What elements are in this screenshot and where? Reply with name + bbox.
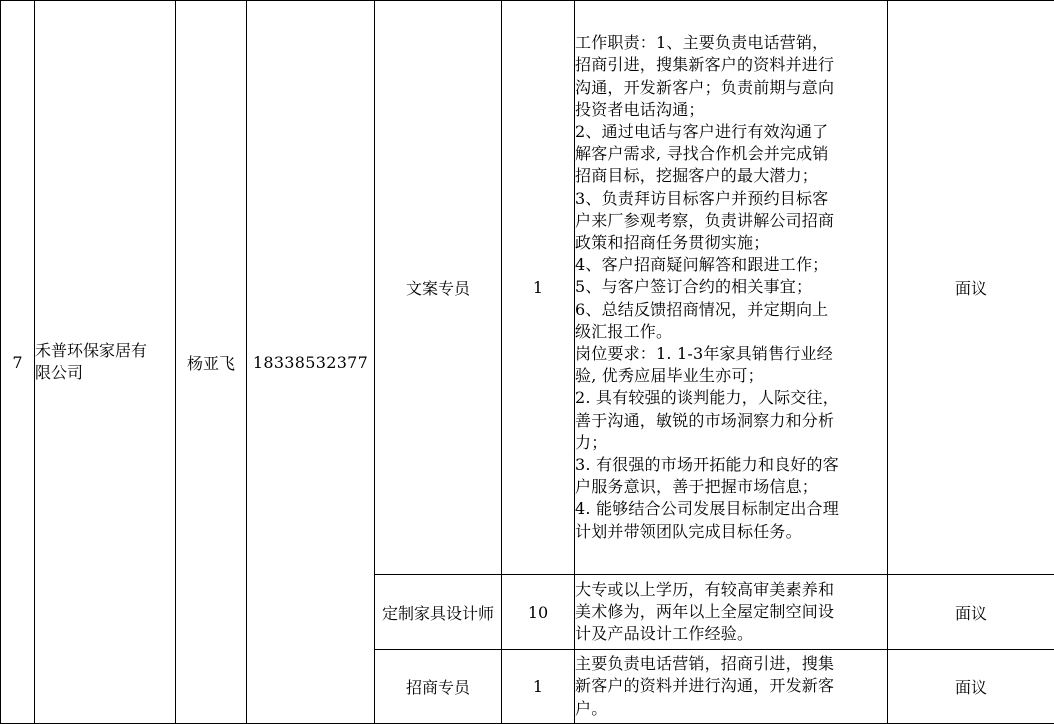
description-line: 新客户的资料并进行沟通，开发新客 [575,676,835,696]
headcount: 1 [532,278,544,297]
description-line: 投资者电话沟通； [575,99,705,119]
position-title: 定制家具设计师 [381,603,494,623]
salary: 面议 [954,279,987,298]
description-line: 招商目标，挖掘客户的最大潜力； [575,166,819,186]
job-description-cell [575,575,888,650]
position-title-cell [375,650,502,724]
company-name-line: 禾普环保家居有 [35,341,148,360]
description-line: 计划并带领团队完成目标任务。 [575,521,802,541]
description-line: 3、负责拜访目标客户并预约目标客 [575,188,829,208]
description-line: 美术修为，两年以上全屋定制空间设 [575,601,835,621]
salary-cell [888,650,1054,724]
description-line: 4、客户招商疑问解答和跟进工作； [575,255,829,275]
company-name-cell [35,1,176,724]
description-line: 沟通，开发新客户；负责前期与意向 [575,77,835,97]
description-line: 解客户需求, 寻找合作机会并完成销 [575,144,829,164]
description-line: 招商引进，搜集新客户的资料并进行 [575,55,835,75]
description-line: 5、与客户签订合约的相关事宜； [575,277,813,297]
description-line: 4. 能够结合公司发展目标制定出合理 [575,499,839,519]
headcount-cell [502,1,575,575]
description-line: 善于沟通，敏锐的市场洞察力和分析 [575,410,835,430]
position-title: 文案专员 [405,279,470,298]
job-description-cell [575,650,888,724]
description-line: 岗位要求：1. 1-3年家具销售行业经 [575,344,833,363]
description-line: 力； [575,432,608,452]
description-line: 验, 优秀应届毕业生亦可； [575,366,764,386]
position-title: 招商专员 [405,678,470,697]
position-title-cell [375,575,502,650]
table-row [1,1,1054,575]
salary: 面议 [954,678,987,697]
salary: 面议 [954,603,987,623]
phone-number: 18338532377 [252,352,369,372]
contact-person-cell [176,1,247,724]
phone-cell [247,1,375,724]
position-title-cell [375,1,502,575]
description-line: 工作职责：1、主要负责电话营销， [575,33,829,53]
row-index: 7 [12,352,23,372]
description-line: 2、通过电话与客户进行有效沟通了 [575,121,829,141]
description-line: 政策和招商任务贯彻实施； [575,232,770,252]
company-name-line: 限公司 [35,363,84,382]
description-line: 户。 [575,698,608,718]
headcount-cell [502,575,575,650]
job-description-cell [575,1,888,575]
description-line: 主要负责电话营销，招商引进，搜集 [575,654,835,674]
salary-cell [888,575,1054,650]
description-line: 6、总结反馈招商情况，并定期向上 [575,299,829,319]
headcount: 1 [532,677,544,696]
description-line: 3. 有很强的市场开拓能力和良好的客 [575,455,839,475]
headcount: 10 [527,602,549,622]
description-line: 计及产品设计工作经验。 [575,624,754,644]
description-line: 户服务意识，善于把握市场信息； [575,477,819,497]
contact-person: 杨亚飞 [186,353,235,373]
row-index-cell [1,1,35,724]
description-line: 2. 具有较强的谈判能力，人际交往， [575,388,839,408]
salary-cell [888,1,1054,575]
headcount-cell [502,650,575,724]
description-line: 级汇报工作。 [575,321,673,341]
description-line: 大专或以上学历，有较高审美素养和 [575,579,835,599]
description-line: 户来厂参观考察，负责讲解公司招商 [575,210,835,230]
